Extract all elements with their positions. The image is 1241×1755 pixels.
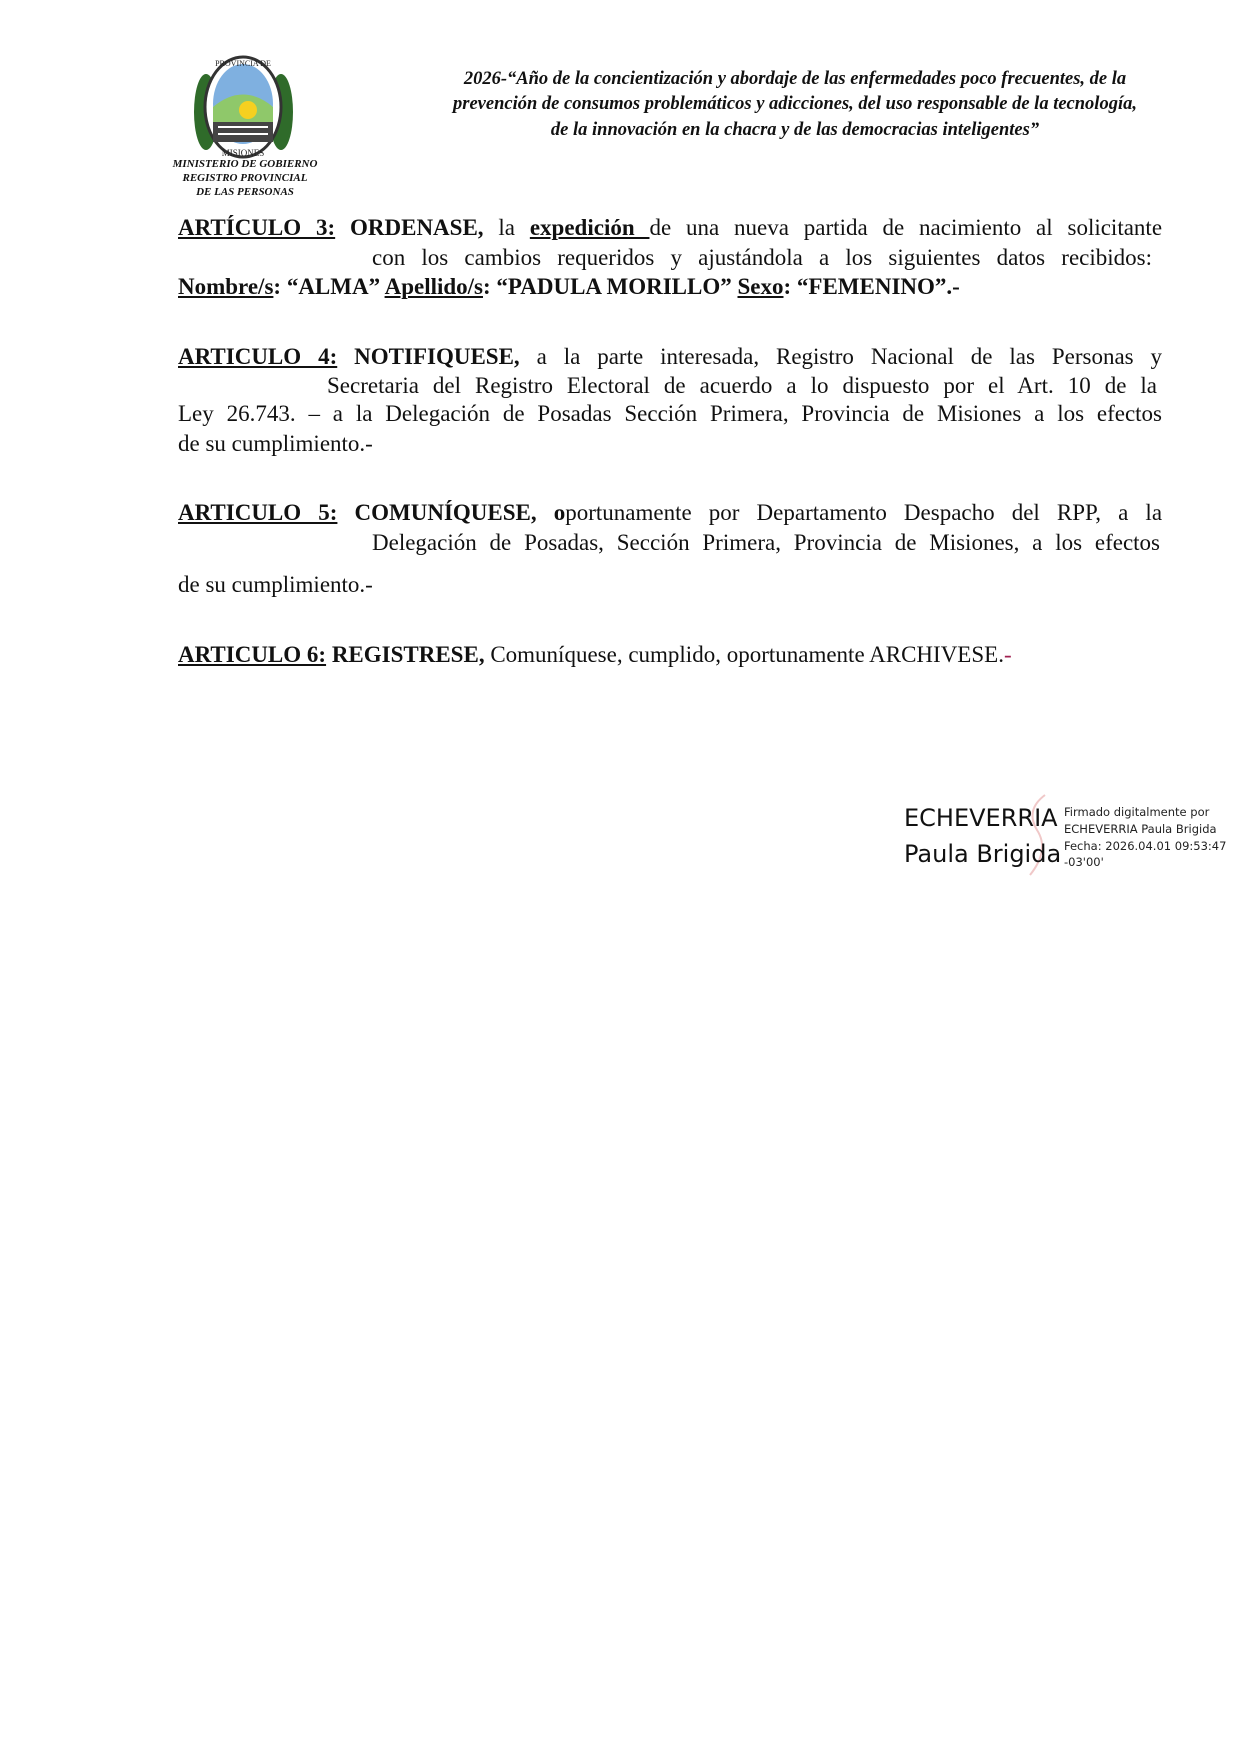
- field-label: Apellido/s: [384, 274, 483, 299]
- field-label: Nombre/s: [178, 274, 274, 299]
- field-value: : “ALMA”: [273, 274, 381, 299]
- article-3-data-line: [178, 274, 1162, 302]
- article-label: ARTICULO 4:: [178, 344, 338, 369]
- text: o: [536, 500, 566, 525]
- article-verb: NOTIFIQUESE,: [354, 344, 520, 369]
- article-5-line: de su cumplimiento.-: [178, 572, 373, 597]
- article-4-line: Secretaria del Registro Electoral de acuerdo a lo dispuesto por el Art. 10 de la: [327, 373, 1157, 398]
- signer-name: Paula Brigida: [904, 840, 1062, 868]
- article-6-line: [178, 642, 1162, 670]
- text: -: [1003, 642, 1012, 667]
- text: de una nueva partida de nacimiento al solicitante: [649, 215, 1162, 240]
- signature-detail: Firmado digitalmente por: [1064, 805, 1210, 819]
- signer-name: ECHEVERRIA: [904, 804, 1058, 832]
- signature-detail: ECHEVERRIA Paula Brigida: [1064, 822, 1217, 836]
- province-seal-logo: [186, 52, 301, 167]
- field-label: Sexo: [737, 274, 784, 299]
- text: Comuníquese, cumplido, oportunamente ARCHIVESE.: [484, 642, 1004, 667]
- article-label: ARTICULO 5:: [178, 500, 338, 525]
- article-verb: ORDENASE,: [350, 215, 484, 240]
- ministry-line: MINISTERIO DE GOBIERNO: [172, 158, 318, 170]
- text: a la parte interesada, Registro Nacional de las Personas y: [519, 344, 1162, 369]
- article-4-line: Ley 26.743. – a la Delegación de Posadas Sección Primera, Provincia de Misiones a los efectos: [178, 401, 1162, 426]
- article-3-line: con los cambios requeridos y ajustándola a los siguientes datos recibidos:: [372, 245, 1152, 270]
- ministry-line: REGISTRO PROVINCIAL: [182, 172, 308, 184]
- article-4-line: [178, 344, 1162, 372]
- article-verb: REGISTRESE,: [331, 642, 485, 667]
- motto-line: prevención de consumos problemáticos y adicciones, del uso responsable de la tecnología,: [453, 94, 1137, 114]
- signature-detail: Fecha: 2026.04.01 09:53:47: [1064, 839, 1227, 853]
- ministry-line: DE LAS PERSONAS: [196, 186, 294, 198]
- article-label: ARTÍCULO 3:: [178, 215, 336, 240]
- svg-text:PROVINCIA DE: PROVINCIA DE: [215, 59, 271, 68]
- text: portunamente por Departamento Despacho del RPP, a la: [565, 500, 1162, 525]
- article-3-line: [178, 215, 1162, 243]
- text: la: [483, 215, 530, 240]
- motto-line: 2026-“Año de la concientización y abordaje de las enfermedades poco frecuentes, de la: [463, 69, 1127, 89]
- motto-line: de la innovación en la chacra y de las democracias inteligentes”: [550, 120, 1040, 140]
- field-value: : “FEMENINO”.-: [783, 274, 960, 299]
- article-label: ARTICULO 6:: [178, 642, 327, 667]
- emphasis: expedición: [529, 215, 650, 240]
- svg-text:MISIONES: MISIONES: [221, 148, 265, 158]
- article-5-line: Delegación de Posadas, Sección Primera, Provincia de Misiones, a los efectos: [372, 530, 1160, 555]
- article-5-line: [178, 500, 1162, 528]
- article-verb: COMUNÍQUESE,: [354, 500, 537, 525]
- signature-detail: -03'00': [1064, 855, 1104, 869]
- field-value: : “PADULA MORILLO”: [483, 274, 732, 299]
- article-4-line: de su cumplimiento.-: [178, 431, 373, 456]
